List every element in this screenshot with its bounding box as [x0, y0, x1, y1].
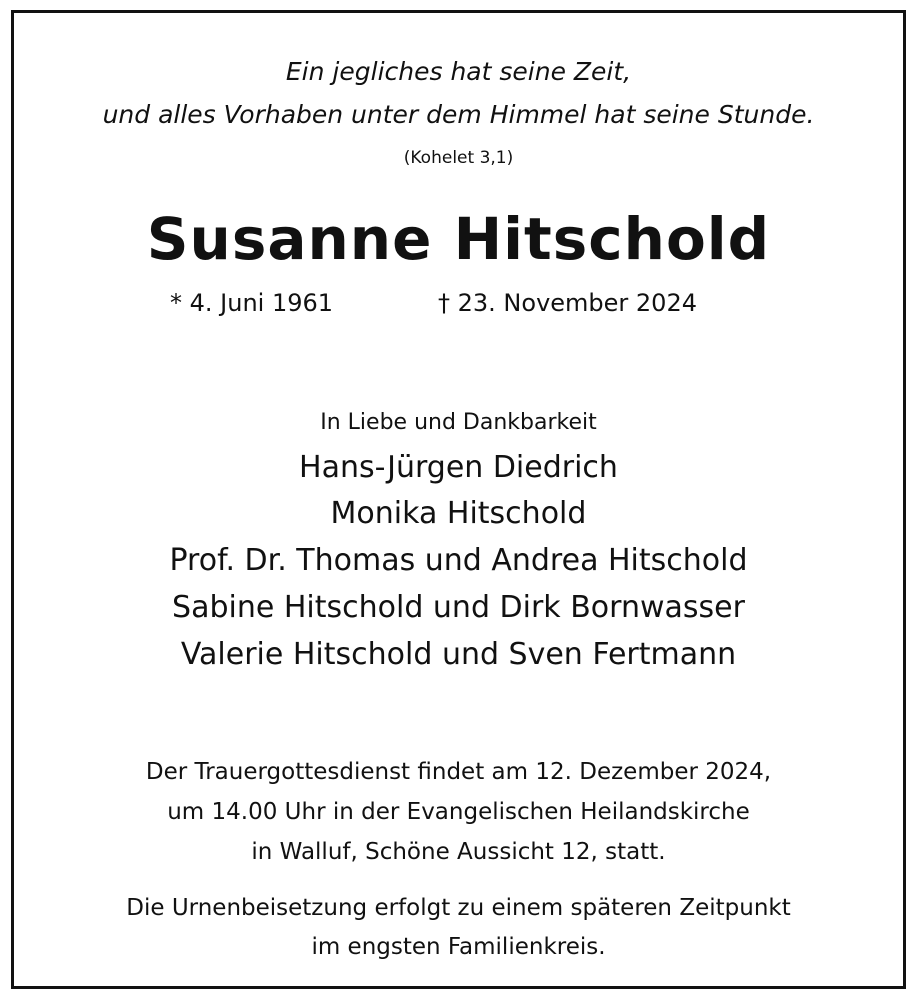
deceased-name: Susanne Hitschold: [146, 205, 771, 273]
birth-date: * 4. Juni 1961: [170, 289, 334, 317]
death-date: † 23. November 2024: [438, 289, 697, 317]
mourner-name: Hans-Jürgen Diedrich: [299, 450, 618, 485]
service-info-line-2: um 14.00 Uhr in der Evangelischen Heilandskirche: [167, 799, 750, 825]
mourner-name: Prof. Dr. Thomas und Andrea Hitschold: [169, 543, 748, 578]
mourner-name: Sabine Hitschold und Dirk Bornwasser: [172, 590, 745, 625]
bible-quote-source: (Kohelet 3,1): [403, 148, 514, 168]
service-info-line-1: Der Trauergottesdienst findet am 12. Dezember 2024,: [145, 759, 772, 785]
mourners-intro: In Liebe und Dankbarkeit: [320, 410, 597, 435]
burial-info-line-1: Die Urnenbeisetzung erfolgt zu einem späteren Zeitpunkt: [126, 895, 791, 921]
burial-info-line-2: im engsten Familienkreis.: [311, 934, 606, 960]
service-info-line-3: in Walluf, Schöne Aussicht 12, statt.: [251, 839, 666, 865]
bible-quote-line-1: Ein jegliches hat seine Zeit,: [285, 57, 632, 86]
mourner-name: Valerie Hitschold und Sven Fertmann: [180, 637, 737, 672]
bible-quote-line-2: und alles Vorhaben unter dem Himmel hat seine Stunde.: [102, 100, 815, 129]
mourner-name: Monika Hitschold: [330, 496, 587, 531]
